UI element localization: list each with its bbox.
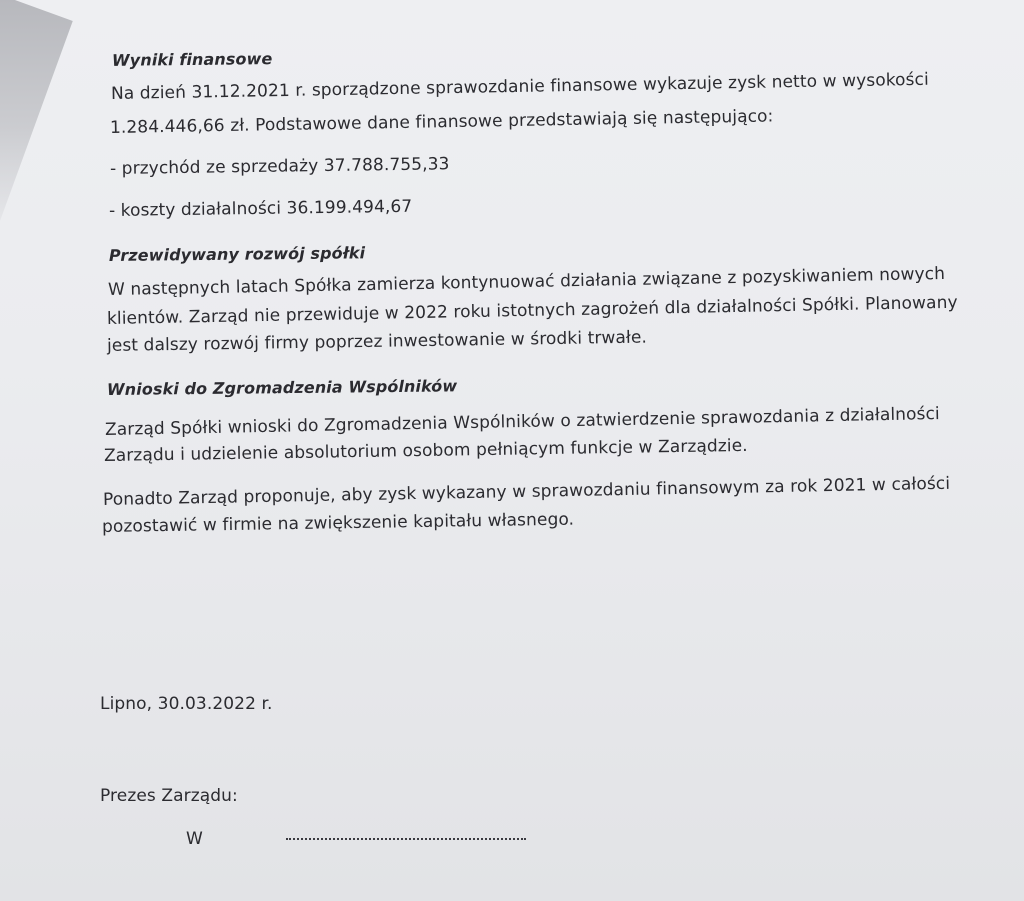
list-item-revenue: - przychód ze sprzedaży 37.788.755,33 [109, 154, 450, 179]
paragraph-line: Zarządu i udzielenie absolutorium osobom pełniącym funkcje w Zarządzie. [103, 435, 748, 466]
paragraph-line: Ponadto Zarząd proponuje, aby zysk wykazany w sprawozdaniu finansowym za rok 2021 w całości [102, 473, 951, 510]
heading-financial-results: Wyniki finansowe [111, 49, 273, 70]
paragraph-line: klientów. Zarząd nie przewiduje w 2022 roku istotnych zagrożeń dla działalności Spółki. Planowany [106, 292, 958, 329]
place-and-date: Lipno, 30.03.2022 r. [100, 694, 273, 714]
heading-expected-development: Przewidywany rozwój spółki [108, 243, 366, 265]
paragraph-line: pozostawić w firmie na zwiększenie kapitału własnego. [101, 509, 575, 537]
paragraph-line: Zarząd Spółki wnioski do Zgromadzenia Wspólników o zatwierdzenie sprawozdania z działalności [104, 403, 940, 440]
signature-label: Prezes Zarządu: [100, 786, 238, 806]
signature-dotted-line [286, 826, 526, 840]
heading-conclusions: Wnioski do Zgromadzenia Wspólników [106, 376, 458, 399]
list-item-costs: - koszty działalności 36.199.494,67 [108, 196, 413, 221]
paragraph-line: Na dzień 31.12.2021 r. sporządzone sprawozdanie finansowe wykazuje zysk netto w wysokości [110, 69, 929, 104]
paragraph-line: 1.284.446,66 zł. Podstawowe dane finansowe przedstawiają się następująco: [109, 106, 774, 138]
paragraph-line: jest dalszy rozwój firmy poprzez inwestowanie w środki trwałe. [106, 327, 648, 356]
paragraph-line: W następnych latach Spółka zamierza kontynuować działania związane z pozyskiwaniem nowych [107, 263, 946, 300]
signature-prefix: W [186, 829, 203, 849]
